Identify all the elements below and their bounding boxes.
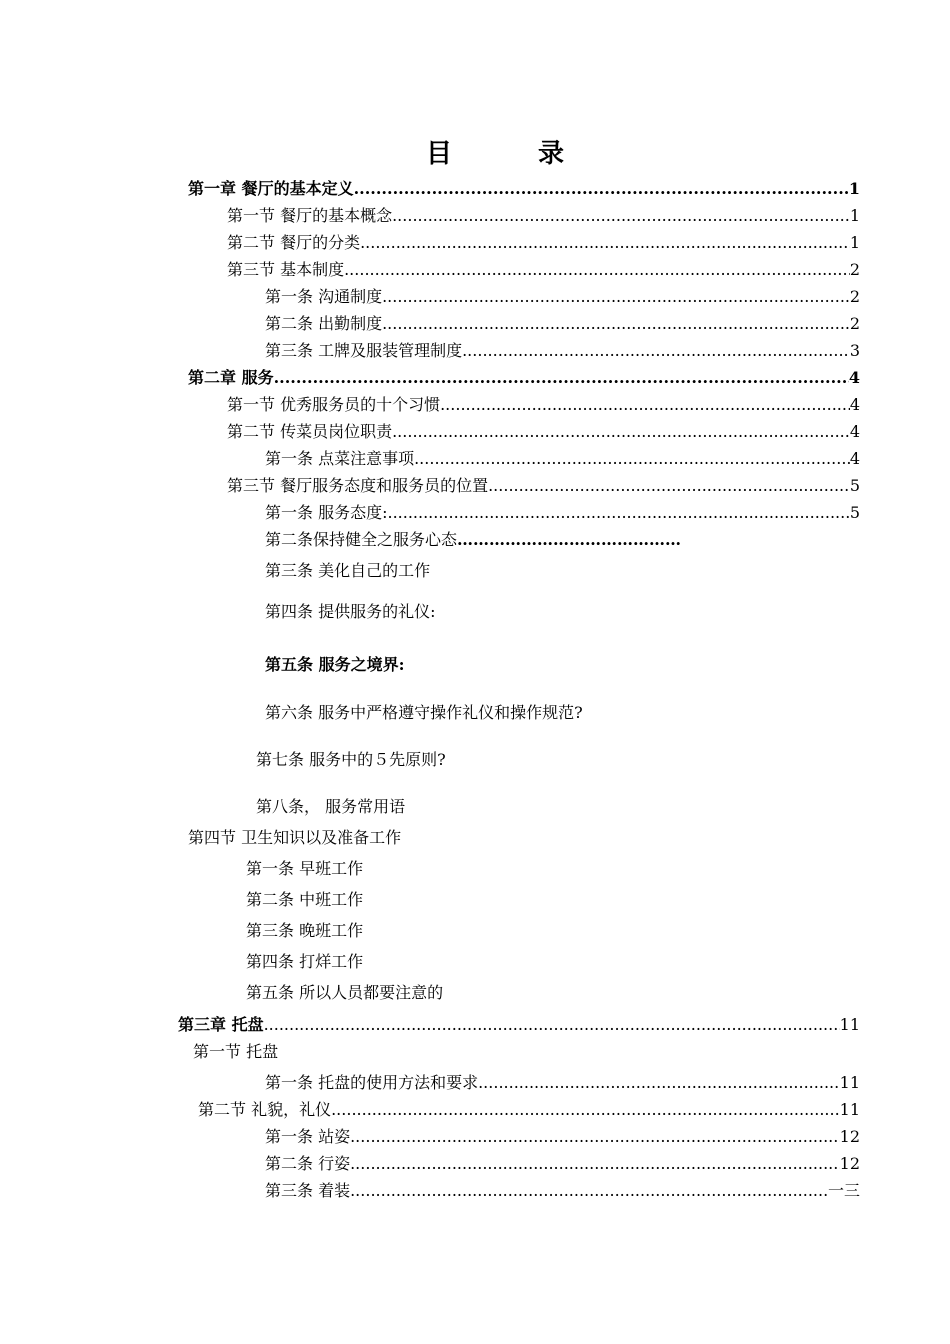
toc-page: 4 [849, 422, 860, 441]
leader-dots [382, 285, 850, 309]
leader-dots [331, 1098, 840, 1122]
toc-trail-dots: …………………………………… [457, 530, 682, 549]
leader-dots [440, 393, 850, 417]
toc-page: 11 [839, 1100, 860, 1119]
leader-dots [350, 1179, 828, 1203]
toc-page: 4 [849, 449, 860, 468]
toc-entry[interactable] [265, 501, 860, 525]
toc-label: 第二节 传菜员岗位职责 [227, 422, 393, 441]
leader-dots [274, 366, 849, 390]
leader-dots [462, 339, 850, 363]
toc-entry[interactable] [265, 339, 860, 363]
toc-entry[interactable] [265, 447, 860, 471]
toc-entry[interactable]: 第四条 打烊工作 [246, 952, 364, 971]
leader-dots [350, 1152, 840, 1176]
toc-entry[interactable]: 第八条， 服务常用语 [256, 797, 406, 816]
leader-dots [350, 1125, 840, 1149]
leader-dots [488, 474, 850, 498]
toc-entry[interactable]: 第三条 晚班工作 [246, 921, 364, 940]
leader-dots [414, 447, 850, 471]
toc-page: 1 [848, 179, 860, 198]
toc-page: 3 [849, 341, 860, 360]
toc-label: 第一章 餐厅的基本定义 [188, 179, 354, 198]
toc-chapter-1[interactable] [188, 177, 860, 201]
toc-entry[interactable] [227, 474, 860, 498]
toc-label: 第二节 餐厅的分类 [227, 233, 361, 252]
toc-entry[interactable] [265, 312, 860, 336]
toc-label: 第一条 托盘的使用方法和要求 [265, 1073, 479, 1092]
toc-page: 12 [839, 1127, 860, 1146]
toc-page: 2 [849, 314, 860, 333]
toc-page: 2 [849, 287, 860, 306]
leader-dots [360, 231, 850, 255]
toc-page: 5 [849, 476, 860, 495]
toc-entry[interactable] [265, 1179, 860, 1203]
toc-entry[interactable] [265, 1071, 860, 1095]
toc-label: 第一条 点菜注意事项 [265, 449, 415, 468]
leader-dots [392, 420, 850, 444]
toc-page: 11 [839, 1073, 860, 1092]
toc-label: 第二章 服务 [188, 368, 274, 387]
leader-dots [387, 501, 849, 525]
toc-entry[interactable] [227, 258, 860, 282]
toc-entry[interactable] [198, 1098, 860, 1122]
toc-title: 目 录 [425, 139, 594, 169]
toc-label: 第一条 服务态度: [265, 503, 388, 522]
toc-entry[interactable] [265, 1152, 860, 1176]
toc-label: 第一节 优秀服务员的十个习惯 [227, 395, 441, 414]
toc-chapter-2[interactable] [188, 366, 860, 390]
leader-dots [382, 312, 850, 336]
toc-label: 第三条 着装 [265, 1181, 351, 1200]
toc-label: 第三条 工牌及服装管理制度 [265, 341, 463, 360]
leader-dots [354, 177, 849, 201]
toc-entry[interactable] [227, 204, 860, 228]
leader-dots [264, 1013, 840, 1037]
toc-entry[interactable] [227, 393, 860, 417]
toc-entry[interactable]: 第一节 托盘 [193, 1042, 279, 1061]
leader-dots [392, 204, 850, 228]
toc-label: 第二条保持健全之服务心态 [265, 530, 458, 549]
toc-page: 5 [849, 503, 860, 522]
toc-entry[interactable]: 第七条 服务中的５先原则? [256, 750, 446, 769]
toc-label: 第三章 托盘 [178, 1015, 264, 1034]
toc-entry[interactable]: 第一条 早班工作 [246, 859, 364, 878]
toc-entry[interactable] [265, 285, 860, 309]
toc-entry[interactable] [227, 420, 860, 444]
toc-chapter-3[interactable] [178, 1013, 860, 1037]
toc-entry[interactable] [265, 528, 681, 552]
toc-label: 第二条 出勤制度 [265, 314, 383, 333]
toc-entry[interactable]: 第四条 提供服务的礼仪: [265, 602, 436, 621]
toc-entry[interactable]: 第四节 卫生知识以及准备工作 [188, 828, 402, 847]
toc-page: 1 [849, 233, 860, 252]
toc-page: 2 [849, 260, 860, 279]
toc-entry[interactable]: 第五条 服务之境界: [265, 655, 405, 674]
leader-dots [478, 1071, 840, 1095]
toc-entry[interactable]: 第六条 服务中严格遵守操作礼仪和操作规范? [265, 703, 583, 722]
toc-entry[interactable] [265, 1125, 860, 1149]
toc-page: 4 [848, 368, 860, 387]
toc-page: 4 [849, 395, 860, 414]
toc-label: 第二条 行姿 [265, 1154, 351, 1173]
toc-label: 第三节 餐厅服务态度和服务员的位置 [227, 476, 489, 495]
toc-label: 第二节 礼貌，礼仪 [198, 1100, 332, 1119]
leader-dots [344, 258, 850, 282]
toc-entry[interactable]: 第二条 中班工作 [246, 890, 364, 909]
toc-page: 1 [849, 206, 860, 225]
toc-page: 12 [839, 1154, 860, 1173]
toc-label: 第一条 沟通制度 [265, 287, 383, 306]
toc-entry[interactable]: 第三条 美化自己的工作 [265, 561, 431, 580]
toc-label: 第一条 站姿 [265, 1127, 351, 1146]
toc-label: 第三节 基本制度 [227, 260, 345, 279]
toc-label: 第一节 餐厅的基本概念 [227, 206, 393, 225]
toc-page: 一三 [827, 1181, 860, 1200]
toc-page: 11 [839, 1015, 860, 1034]
toc-entry[interactable]: 第五条 所以人员都要注意的 [246, 983, 444, 1002]
toc-entry[interactable] [227, 231, 860, 255]
